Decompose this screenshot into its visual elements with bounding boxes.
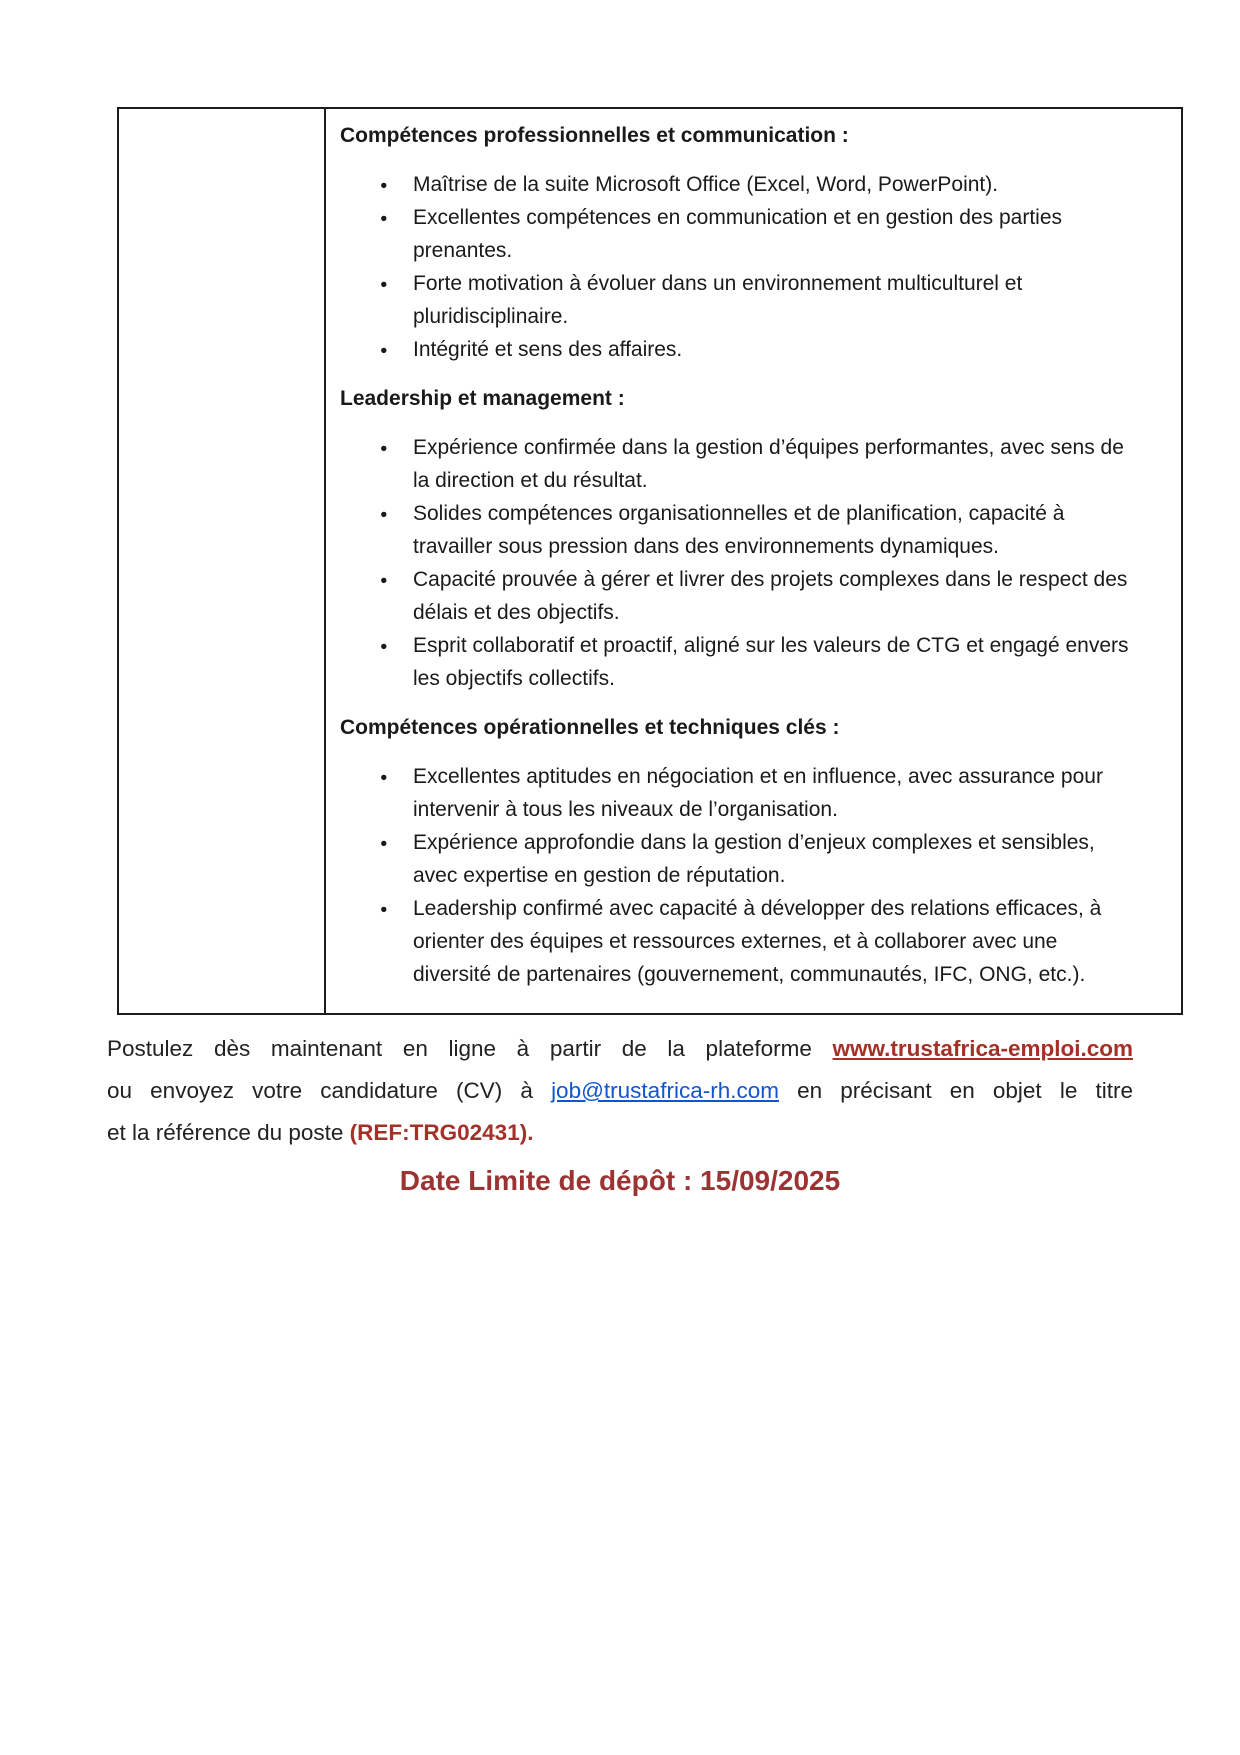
bullet-item: ● Capacité prouvée à gérer et livrer des projets complexes dans le respect des délais et des objectifs.	[413, 563, 1141, 629]
apply-paragraph	[107, 1028, 1133, 1154]
apply-text: en précisant en objet le titre	[778, 1078, 1133, 1103]
apply-text: ou envoyez votre candidature (CV) à	[107, 1078, 552, 1103]
bullet-item: ● Expérience confirmée dans la gestion d’équipes performantes, avec sens de la direction et du résultat.	[413, 431, 1141, 497]
deadline-text: Date Limite de dépôt : 15/09/2025	[399, 1165, 841, 1196]
bullet-item: ● Esprit collaboratif et proactif, aligné sur les valeurs de CTG et engagé envers les objectifs collectifs.	[413, 629, 1141, 695]
email-link[interactable]: job@trustafrica-rh.com	[551, 1078, 779, 1103]
requirements-table	[117, 107, 1183, 1015]
bullet-item: ● Solides compétences organisationnelles et de planification, capacité à travailler sous pression dans des environnements dynamiques.	[413, 497, 1141, 563]
bullet-list	[340, 431, 1157, 695]
bullet-list	[340, 168, 1157, 366]
apply-text: et la référence du poste	[107, 1120, 350, 1145]
section-heading: Compétences opérationnelles et techniques clés :	[340, 716, 840, 739]
job-reference: (REF:TRG02431).	[349, 1120, 534, 1145]
table-right-cell	[326, 109, 1181, 1013]
section-operational-technical	[340, 711, 1157, 991]
bullet-item: ● Maîtrise de la suite Microsoft Office (Excel, Word, PowerPoint).	[413, 168, 1141, 201]
apply-line-3	[107, 1112, 1133, 1154]
section-leadership-management	[340, 382, 1157, 695]
table-left-cell	[119, 109, 326, 1013]
bullet-list	[340, 760, 1157, 991]
apply-line-2	[107, 1070, 1133, 1112]
bullet-item: ● Excellentes compétences en communication et en gestion des parties prenantes.	[413, 201, 1141, 267]
bullet-item: ● Expérience approfondie dans la gestion d’enjeux complexes et sensibles, avec expertise en gestion de réputation.	[413, 826, 1141, 892]
apply-line-1	[107, 1028, 1133, 1070]
section-heading: Leadership et management :	[340, 387, 625, 410]
platform-link[interactable]: www.trustafrica-emploi.com	[832, 1036, 1133, 1061]
bullet-item: ● Leadership confirmé avec capacité à développer des relations efficaces, à orienter des équipes et ressources externes, et à collaborer avec une diversité de partenaires (gouvernement, communautés, IFC, ONG, etc.).	[413, 892, 1141, 991]
bullet-item: ● Forte motivation à évoluer dans un environnement multiculturel et pluridisciplinaire.	[413, 267, 1141, 333]
section-professional-communication	[340, 119, 1157, 366]
bullet-item: ● Intégrité et sens des affaires.	[413, 333, 1141, 366]
section-heading: Compétences professionnelles et communication :	[340, 124, 849, 147]
bullet-item: ● Excellentes aptitudes en négociation et en influence, avec assurance pour intervenir à tous les niveaux de l’organisation.	[413, 760, 1141, 826]
apply-text: Postulez dès maintenant en ligne à partir de la plateforme	[107, 1036, 833, 1061]
